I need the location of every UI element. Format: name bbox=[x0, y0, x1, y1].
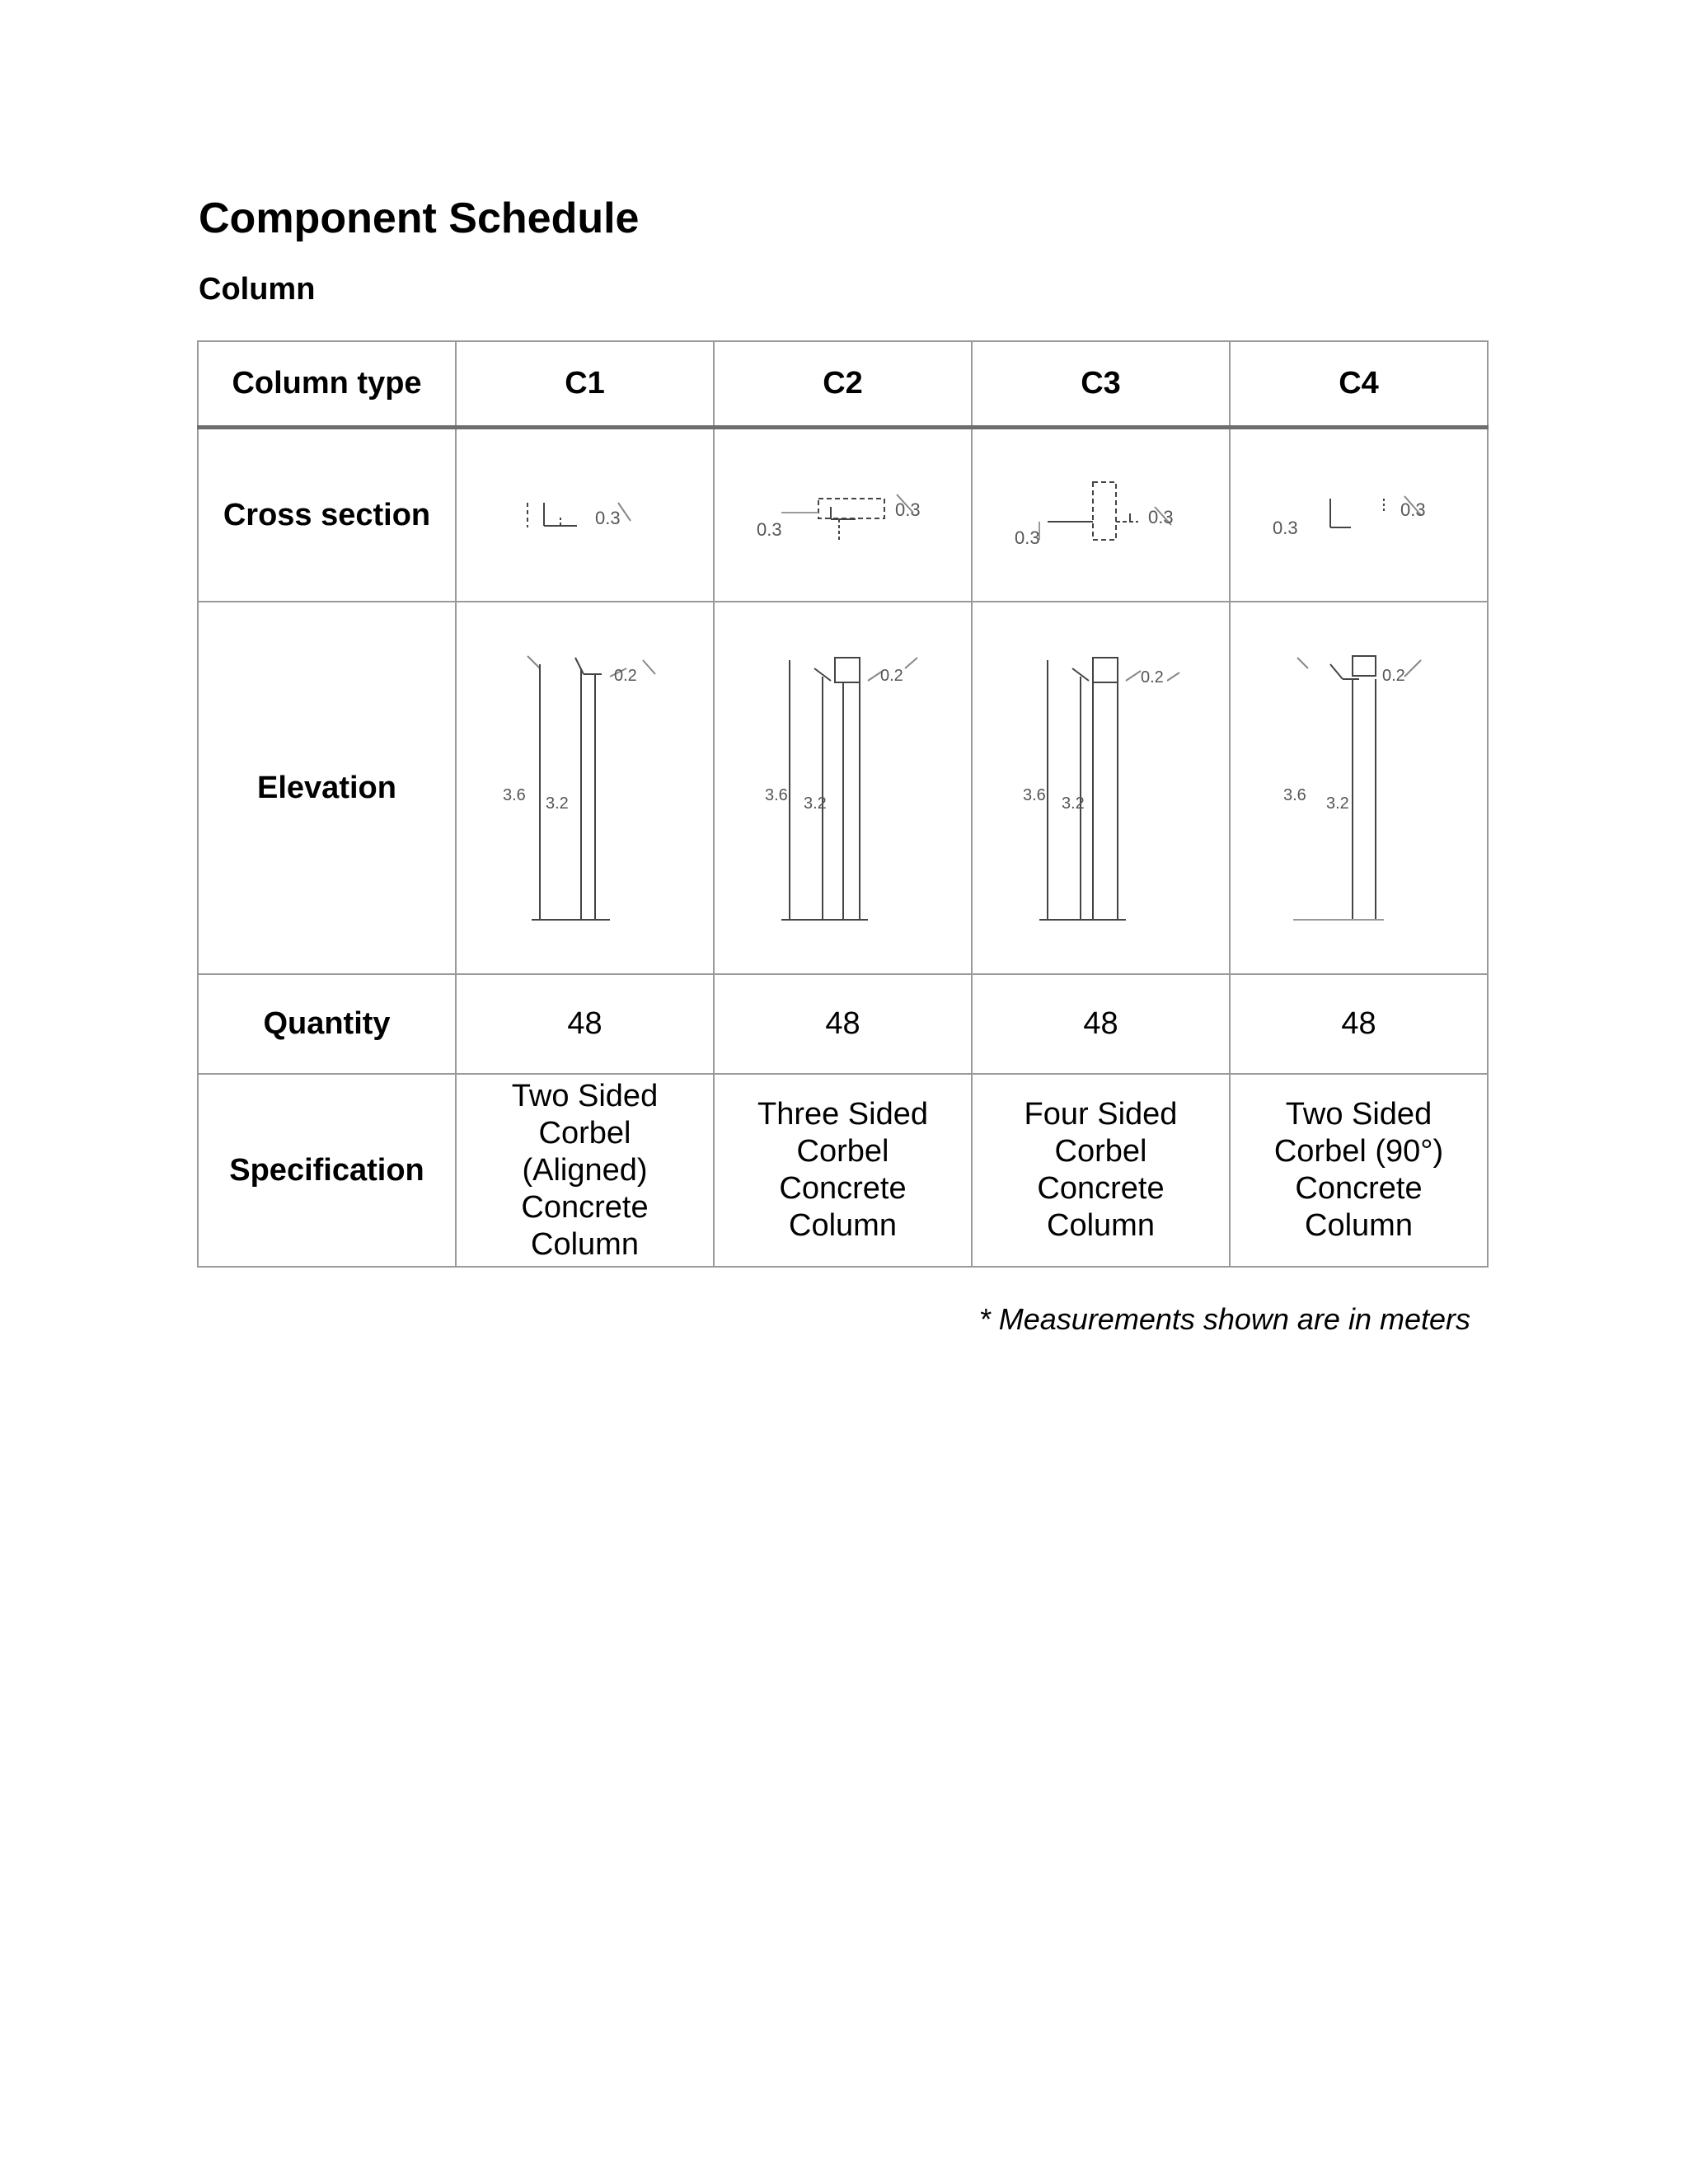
elevation-c4 bbox=[1230, 602, 1488, 974]
header-c3: C3 bbox=[972, 341, 1230, 428]
elevation-c2-drawing bbox=[744, 640, 942, 936]
cross-section-c2 bbox=[714, 428, 972, 602]
measurement-note: * Measurements shown are in meters bbox=[978, 1302, 1470, 1336]
specification-c2 bbox=[714, 1074, 972, 1267]
cross-section-c1 bbox=[456, 428, 714, 602]
cross-section-c2-dim-left: 0.3 bbox=[756, 519, 782, 540]
elevation-c3-total: 3.6 bbox=[1022, 786, 1046, 804]
page-title: Component Schedule bbox=[199, 194, 640, 242]
quantity-label: Quantity bbox=[198, 974, 456, 1074]
elevation-c3-corbel: 0.2 bbox=[1140, 668, 1164, 687]
header-c4: C4 bbox=[1230, 341, 1488, 428]
cross-section-c4-drawing bbox=[1264, 478, 1454, 552]
specification-c1 bbox=[456, 1074, 714, 1267]
cross-section-c4-dim-right: 0.3 bbox=[1400, 499, 1426, 520]
specification-c1-text: Two Sided Corbel (Aligned) Concrete Column bbox=[511, 1078, 659, 1262]
cross-section-c2-dim-right: 0.3 bbox=[894, 499, 921, 520]
cross-section-c4 bbox=[1230, 428, 1488, 602]
quantity-c2: 48 bbox=[714, 974, 972, 1074]
specification-c4-text: Two Sided Corbel (90°) Concrete Column bbox=[1273, 1097, 1444, 1243]
elevation-c2-corbel: 0.2 bbox=[879, 667, 903, 685]
elevation-c1-total: 3.6 bbox=[502, 786, 526, 804]
cross-section-c2-drawing bbox=[748, 478, 938, 552]
quantity-c3: 48 bbox=[972, 974, 1230, 1074]
elevation-c1-drawing bbox=[486, 640, 684, 936]
elevation-c4-total: 3.6 bbox=[1282, 786, 1306, 804]
specification-c3 bbox=[972, 1074, 1230, 1267]
section-subtitle: Column bbox=[199, 272, 316, 307]
header-c2: C2 bbox=[714, 341, 972, 428]
header-c1: C1 bbox=[456, 341, 714, 428]
quantity-c1: 48 bbox=[456, 974, 714, 1074]
cross-section-c1-dim: 0.3 bbox=[594, 508, 621, 528]
cross-section-c3 bbox=[972, 428, 1230, 602]
elevation-c2-column: 3.2 bbox=[803, 794, 827, 813]
elevation-c2 bbox=[714, 602, 972, 974]
table-header-row bbox=[198, 341, 1488, 428]
elevation-c4-column: 3.2 bbox=[1325, 794, 1349, 813]
header-column-type: Column type bbox=[198, 341, 456, 428]
elevation-c1 bbox=[456, 602, 714, 974]
cross-section-c1-drawing bbox=[503, 478, 668, 552]
elevation-c1-column: 3.2 bbox=[545, 794, 569, 813]
component-schedule-table bbox=[197, 340, 1489, 1268]
elevation-c3 bbox=[972, 602, 1230, 974]
elevation-c3-column: 3.2 bbox=[1061, 794, 1085, 813]
cross-section-c3-dim-left: 0.3 bbox=[1014, 527, 1040, 548]
cross-section-c4-dim-left: 0.3 bbox=[1272, 518, 1298, 538]
specification-row bbox=[198, 1074, 1488, 1267]
elevation-c2-total: 3.6 bbox=[764, 786, 788, 804]
specification-c2-text: Three Sided Corbel Concrete Column bbox=[757, 1097, 928, 1243]
quantity-c4: 48 bbox=[1230, 974, 1488, 1074]
specification-label: Specification bbox=[198, 1074, 456, 1267]
cross-section-label: Cross section bbox=[198, 428, 456, 602]
elevation-c4-corbel: 0.2 bbox=[1381, 667, 1405, 685]
cross-section-row bbox=[198, 428, 1488, 602]
specification-c3-text: Four Sided Corbel Concrete Column bbox=[1024, 1097, 1178, 1243]
cross-section-c3-dim-right: 0.3 bbox=[1147, 507, 1174, 527]
elevation-c3-drawing bbox=[1002, 640, 1200, 936]
cross-section-c3-drawing bbox=[1006, 474, 1196, 556]
quantity-row bbox=[198, 974, 1488, 1074]
elevation-label: Elevation bbox=[198, 602, 456, 974]
elevation-c1-corbel: 0.2 bbox=[613, 667, 637, 685]
specification-c4 bbox=[1230, 1074, 1488, 1267]
elevation-row bbox=[198, 602, 1488, 974]
elevation-c4-drawing bbox=[1260, 640, 1458, 936]
